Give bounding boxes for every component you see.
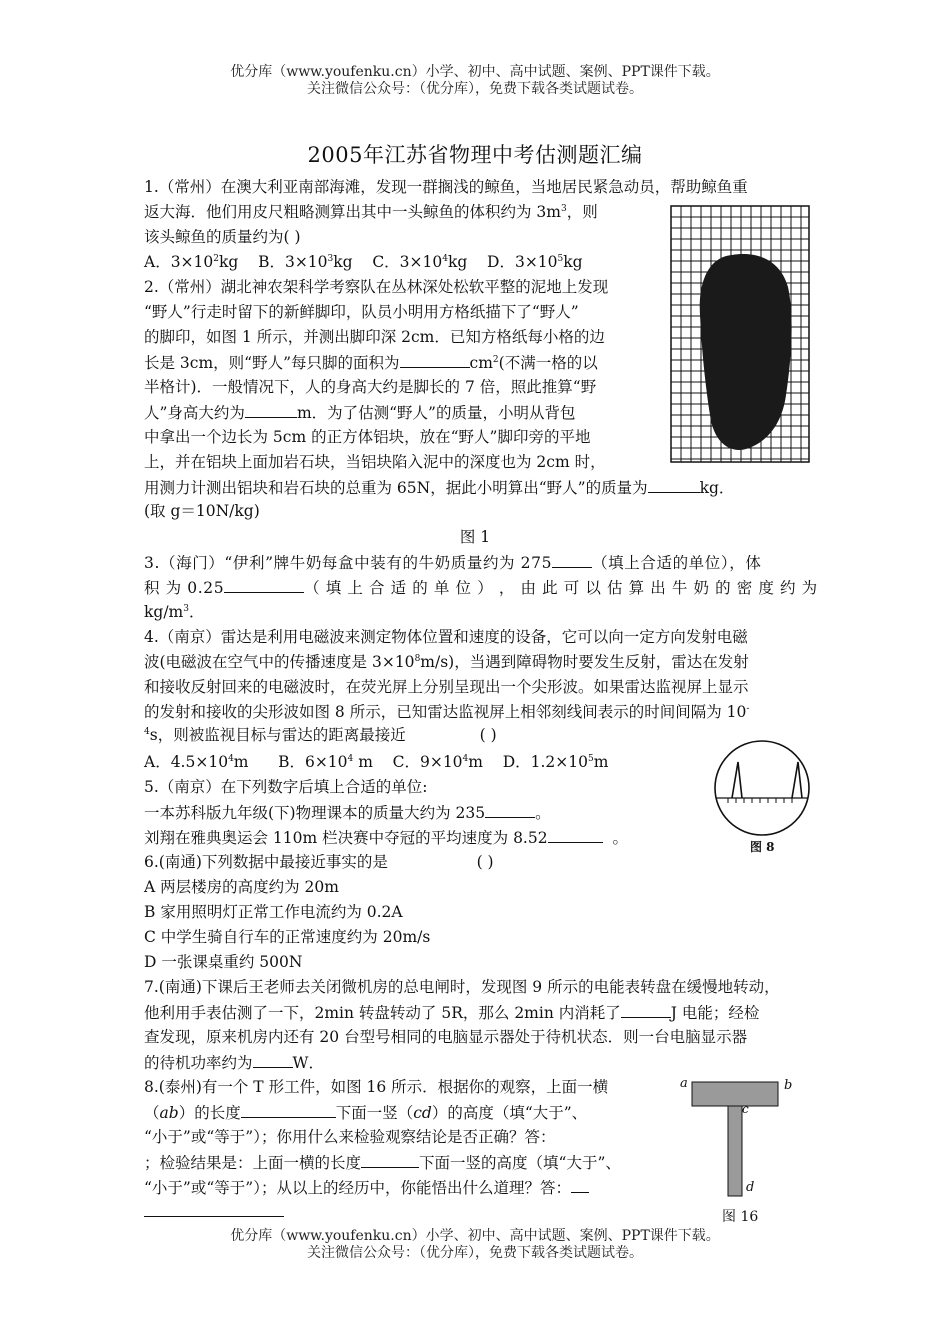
answer-blank bbox=[571, 1176, 589, 1193]
q1-option-d: D．$3\times 10^5kg$ bbox=[487, 253, 583, 271]
q2-line-1: 2.（常州）湖北神农架科学考察队在丛林深处松软平整的泥地上发现 bbox=[144, 278, 609, 296]
q1-line-3: 该头鲸鱼的质量约为( ) bbox=[144, 228, 301, 246]
q8-line-5: “小于”或“等于”）；从以上的经历中，你能悟出什么道理？答： bbox=[144, 1176, 589, 1199]
q7-line-4: 的待机功率约为 W． bbox=[144, 1051, 324, 1074]
q2-line-5: 半格计)．一般情况下，人的身高大约是脚长的 7 倍，照此推算“野 bbox=[144, 378, 597, 396]
figure-16-t-shape bbox=[676, 1074, 796, 1204]
footer-line-1: 优分库（www.youfenku.cn）小学、初中、高中试题、案例、PPT课件下载。 bbox=[230, 1228, 720, 1244]
q8-line-2: （ab）的长度 下面一竖（cd）的高度（填“大于”、 bbox=[144, 1101, 587, 1124]
answer-blank bbox=[648, 476, 700, 493]
q3-line-1: 3.（海门）“伊利”牌牛奶每盒中装有的牛奶质量约为 275 （填上合适的单位），体 bbox=[144, 551, 761, 574]
answer-blank bbox=[245, 401, 297, 418]
q4-line-5: $^4$s，则被监视目标与雷达的距离最接近 ( ) bbox=[144, 726, 497, 744]
q3-line-3: $kg/m^3$． bbox=[144, 603, 205, 621]
answer-blank bbox=[224, 576, 304, 593]
answer-blank bbox=[485, 801, 535, 818]
answer-blank bbox=[241, 1101, 336, 1118]
q2-line-7: 中拿出一个边长为 5cm 的正方体铝块，放在“野人”脚印旁的平地 bbox=[144, 428, 591, 446]
q6-option-d: D 一张课桌重约 500N bbox=[144, 953, 303, 971]
q6-option-c: C 中学生骑自行车的正常速度约为 20m/s bbox=[144, 928, 431, 946]
q3-line-2: 积 为 0.25 （ 填 上 合 适 的 单 位 ） ， 由 此 可 以 估 算 出 牛 奶 的 密 度 约 为 bbox=[144, 576, 818, 599]
answer-blank bbox=[144, 1200, 284, 1217]
q4-options bbox=[144, 751, 608, 773]
answer-blank bbox=[361, 1151, 419, 1168]
q5-line-2: 一本苏科版九年级(下)物理课本的质量大约为 235 。 bbox=[144, 801, 551, 824]
header-line-1: 优分库（www.youfenku.cn）小学、初中、高中试题、案例、PPT课件下载。 bbox=[230, 64, 720, 80]
figure-16-label-c: c bbox=[742, 1102, 749, 1116]
q7-line-2: 他利用手表估测了一下，2min 转盘转动了 5R，那么 2min 内消耗了 J 电能；经检 bbox=[144, 1001, 759, 1024]
answer-blank bbox=[621, 1001, 671, 1018]
q1-option-c: C．$3\times 10^4kg$ bbox=[372, 253, 468, 271]
figure-16-label-b: b bbox=[784, 1078, 793, 1093]
q4-line-1: 4.（南京）雷达是利用电磁波来测定物体位置和速度的设备，它可以向一定方向发射电磁 bbox=[144, 628, 748, 646]
q2-line-3: 的脚印，如图 1 所示，并测出脚印深 2cm．已知方格纸每小格的边 bbox=[144, 328, 605, 346]
q1-option-a: A．$3\times 10^2kg$ bbox=[144, 253, 239, 271]
q4-option-d: D．$1.2\times 10^5m$ bbox=[502, 753, 609, 771]
q1-option-b: B．$3\times 10^3kg$ bbox=[258, 253, 353, 271]
q7-line-1: 7.(南通)下课后王老师去关闭微机房的总电闸时，发现图 9 所示的电能表转盘在缓慢地转动， bbox=[144, 978, 780, 996]
q1-line-2: 返大海．他们用皮尺粗略测算出其中一头鲸鱼的体积约为 $3m^3$，则 bbox=[144, 203, 598, 221]
q4-line-3: 和接收反射回来的电磁波时，在荧光屏上分别呈现出一个尖形波。如果雷达监视屏上显示 bbox=[144, 678, 749, 696]
q8-line-3: “小于”或“等于”）；你用什么来检验观察结论是否正确？答： bbox=[144, 1128, 556, 1146]
page-header bbox=[0, 64, 950, 98]
q4-line-2: 波(电磁波在空气中的传播速度是 $3\times 10^8m/s$)，当遇到障碍物时要发生反射，雷达在发射 bbox=[144, 653, 749, 671]
answer-blank bbox=[253, 1051, 293, 1068]
q2-line-2: “野人”行走时留下的新鲜脚印，队员小明用方格纸描下了“野人” bbox=[144, 303, 579, 321]
answer-blank bbox=[552, 551, 592, 568]
q8-answer-line bbox=[144, 1200, 284, 1223]
q2-line-6: 人”身高大约为 m．为了估测“野人”的质量，小明从背包 bbox=[144, 401, 576, 424]
q5-line-1: 5.（南京）在下列数字后填上合适的单位: bbox=[144, 778, 428, 796]
q4-option-a: A．$4.5\times 10^4m$ bbox=[144, 753, 249, 771]
q2-line-4: 长是 3cm，则“野人”每只脚的面积为 $cm^2$(不满一格的以 bbox=[144, 351, 598, 374]
q1-options bbox=[144, 251, 583, 273]
answer-blank bbox=[400, 351, 470, 368]
q8-line-1: 8.(泰州)有一个 T 形工件，如图 16 所示．根据你的观察，上面一横 bbox=[144, 1078, 609, 1096]
page-title: 2005年江苏省物理中考估测题汇编 bbox=[307, 143, 643, 167]
page-footer bbox=[0, 1228, 950, 1262]
q6-option-a: A 两层楼房的高度约为 20m bbox=[144, 878, 339, 896]
q2-line-10: (取 g＝10N/kg) bbox=[144, 502, 260, 520]
answer-blank bbox=[548, 826, 603, 843]
q4-option-b: B．$6\times 10^4$ m bbox=[278, 753, 373, 771]
figure-8-caption: 图 8 bbox=[750, 840, 775, 854]
figure-16-caption: 图 16 bbox=[722, 1209, 759, 1225]
q6-option-b: B 家用照明灯正常工作电流约为 0.2A bbox=[144, 903, 403, 921]
footer-line-2: 关注微信公众号：（优分库），免费下载各类试题试卷。 bbox=[307, 1245, 643, 1261]
q6-line-1: 6.(南通)下列数据中最接近事实的是 ( ) bbox=[144, 853, 494, 871]
q2-line-8: 上，并在铝块上面加岩石块，当铝块陷入泥中的深度也为 2cm 时， bbox=[144, 453, 606, 471]
q4-line-4: 的发射和接收的尖形波如图 8 所示，已知雷达监视屏上相邻刻线间表示的时间间隔为 10- bbox=[144, 703, 750, 721]
figure-16-label-a: a bbox=[680, 1076, 688, 1091]
figure-16-label-d: d bbox=[746, 1180, 755, 1195]
q1-line-1: 1.（常州）在澳大利亚南部海滩，发现一群搁浅的鲸鱼，当地居民紧急动员，帮助鲸鱼重 bbox=[144, 178, 748, 196]
header-line-2: 关注微信公众号：（优分库），免费下载各类试题试卷。 bbox=[307, 81, 643, 97]
figure-1-caption: 图 1 bbox=[459, 528, 491, 546]
q7-line-3: 查发现，原来机房内还有 20 台型号相同的电脑显示器处于待机状态．则一台电脑显示器 bbox=[144, 1028, 748, 1046]
q5-line-3: 刘翔在雅典奥运会 110m 栏决赛中夺冠的平均速度为 8.52 。 bbox=[144, 826, 628, 849]
figure-8-radar-screen bbox=[712, 738, 812, 838]
q2-line-9: 用测力计测出铝块和岩石块的总重为 65N，据此小明算出“野人”的质量为 kg． bbox=[144, 476, 734, 499]
q4-option-c: C．$9\times 10^4m$ bbox=[392, 753, 483, 771]
figure-1-footprint-grid bbox=[670, 205, 810, 463]
q8-line-4: ；检验结果是：上面一横的长度 下面一竖的高度（填“大于”、 bbox=[144, 1151, 621, 1174]
